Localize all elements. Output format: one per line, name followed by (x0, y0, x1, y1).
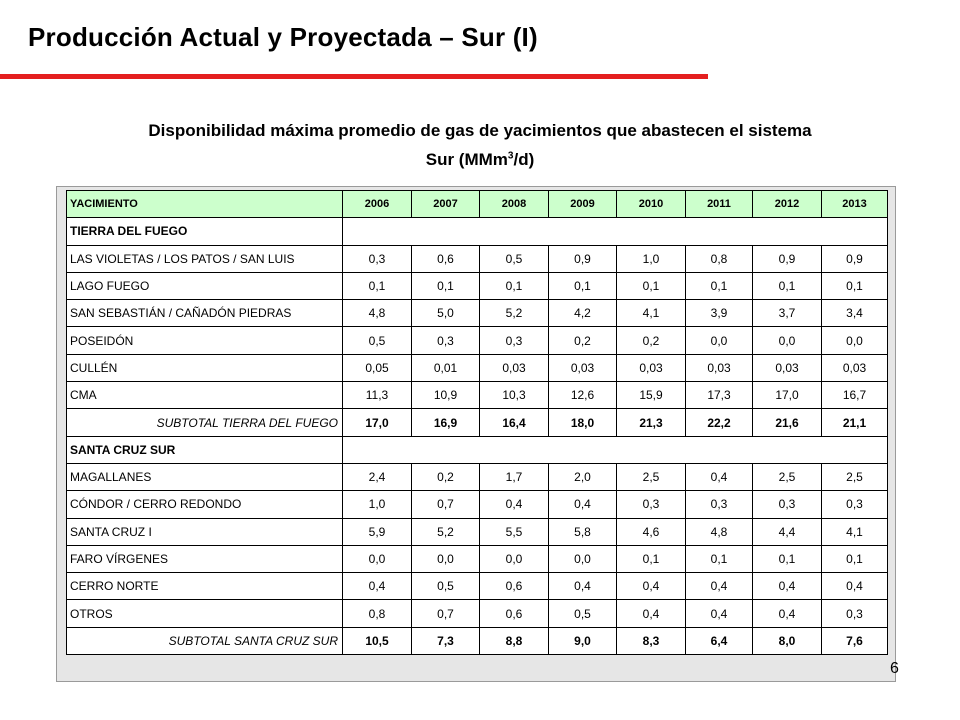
subtotal-label: SUBTOTAL SANTA CRUZ SUR (67, 627, 343, 654)
value-cell: 0,6 (412, 245, 480, 272)
section-blank-cell (343, 218, 888, 245)
value-cell: 0,6 (480, 600, 549, 627)
section-title: SANTA CRUZ SUR (67, 436, 343, 463)
section-blank-cell (343, 436, 888, 463)
value-cell: 0,0 (753, 327, 822, 354)
subtotal-value-cell: 7,6 (822, 627, 888, 654)
value-cell: 0,8 (343, 600, 412, 627)
caption-line-1: Disponibilidad máxima promedio de gas de yacimientos que abastecen el sistema (148, 121, 812, 140)
value-cell: 0,3 (412, 327, 480, 354)
subtotal-value-cell: 8,0 (753, 627, 822, 654)
field-name-cell: MAGALLANES (67, 463, 343, 490)
field-name-cell: FARO VÍRGENES (67, 545, 343, 572)
column-header-year: 2009 (549, 191, 617, 218)
value-cell: 0,1 (753, 272, 822, 299)
subtotal-value-cell: 18,0 (549, 409, 617, 436)
caption-unit-prefix: Sur (MMm (425, 149, 508, 169)
value-cell: 0,6 (480, 573, 549, 600)
value-cell: 0,5 (412, 573, 480, 600)
production-table (66, 190, 888, 655)
table-row (67, 573, 888, 600)
value-cell: 2,5 (753, 463, 822, 490)
value-cell: 0,1 (753, 545, 822, 572)
table-row (67, 600, 888, 627)
value-cell: 0,8 (686, 245, 753, 272)
value-cell: 0,05 (343, 354, 412, 381)
value-cell: 0,1 (412, 272, 480, 299)
subtotal-value-cell: 8,8 (480, 627, 549, 654)
table-row (67, 545, 888, 572)
value-cell: 0,0 (686, 327, 753, 354)
value-cell: 4,1 (822, 518, 888, 545)
value-cell: 0,9 (753, 245, 822, 272)
subtotal-value-cell: 17,0 (343, 409, 412, 436)
value-cell: 0,4 (480, 491, 549, 518)
value-cell: 4,8 (686, 518, 753, 545)
value-cell: 4,8 (343, 300, 412, 327)
value-cell: 0,4 (343, 573, 412, 600)
value-cell: 3,7 (753, 300, 822, 327)
table-body (67, 191, 888, 655)
value-cell: 0,3 (822, 600, 888, 627)
field-name-cell: POSEIDÓN (67, 327, 343, 354)
field-name-cell: SANTA CRUZ I (67, 518, 343, 545)
value-cell: 1,0 (617, 245, 686, 272)
value-cell: 5,2 (412, 518, 480, 545)
value-cell: 0,03 (480, 354, 549, 381)
value-cell: 0,5 (343, 327, 412, 354)
value-cell: 12,6 (549, 382, 617, 409)
value-cell: 0,1 (343, 272, 412, 299)
caption-unit-suffix: /d) (513, 149, 535, 169)
value-cell: 4,6 (617, 518, 686, 545)
table-row (67, 272, 888, 299)
table-row (67, 327, 888, 354)
table-row (67, 382, 888, 409)
value-cell: 0,4 (822, 573, 888, 600)
value-cell: 5,2 (480, 300, 549, 327)
value-cell: 1,7 (480, 463, 549, 490)
value-cell: 3,9 (686, 300, 753, 327)
value-cell: 5,8 (549, 518, 617, 545)
value-cell: 0,0 (480, 545, 549, 572)
value-cell: 0,3 (343, 245, 412, 272)
value-cell: 0,1 (617, 272, 686, 299)
value-cell: 0,3 (686, 491, 753, 518)
subtotal-value-cell: 22,2 (686, 409, 753, 436)
value-cell: 0,4 (686, 600, 753, 627)
value-cell: 0,03 (549, 354, 617, 381)
value-cell: 5,0 (412, 300, 480, 327)
column-header-yacimiento: YACIMIENTO (67, 191, 343, 218)
field-name-cell: CERRO NORTE (67, 573, 343, 600)
page-number: 6 (890, 660, 899, 677)
subtotal-value-cell: 7,3 (412, 627, 480, 654)
value-cell: 4,4 (753, 518, 822, 545)
value-cell: 0,0 (412, 545, 480, 572)
value-cell: 0,4 (753, 573, 822, 600)
value-cell: 0,0 (822, 327, 888, 354)
value-cell: 0,3 (480, 327, 549, 354)
value-cell: 0,4 (549, 573, 617, 600)
value-cell: 0,0 (343, 545, 412, 572)
column-header-year: 2013 (822, 191, 888, 218)
value-cell: 0,4 (549, 491, 617, 518)
value-cell: 5,5 (480, 518, 549, 545)
value-cell: 0,4 (753, 600, 822, 627)
section-header-row (67, 218, 888, 245)
value-cell: 10,9 (412, 382, 480, 409)
subtotal-row (67, 409, 888, 436)
field-name-cell: LAGO FUEGO (67, 272, 343, 299)
value-cell: 0,9 (822, 245, 888, 272)
value-cell: 0,1 (549, 272, 617, 299)
section-title: TIERRA DEL FUEGO (67, 218, 343, 245)
field-name-cell: CMA (67, 382, 343, 409)
value-cell: 0,1 (686, 545, 753, 572)
column-header-year: 2010 (617, 191, 686, 218)
value-cell: 17,0 (753, 382, 822, 409)
value-cell: 0,3 (822, 491, 888, 518)
slide-title: Producción Actual y Proyectada – Sur (I) (28, 22, 538, 52)
value-cell: 0,2 (617, 327, 686, 354)
subtotal-label: SUBTOTAL TIERRA DEL FUEGO (67, 409, 343, 436)
value-cell: 0,03 (617, 354, 686, 381)
value-cell: 2,0 (549, 463, 617, 490)
value-cell: 0,3 (617, 491, 686, 518)
value-cell: 0,1 (617, 545, 686, 572)
subtotal-value-cell: 6,4 (686, 627, 753, 654)
subtotal-value-cell: 10,5 (343, 627, 412, 654)
value-cell: 0,7 (412, 600, 480, 627)
subtotal-value-cell: 16,4 (480, 409, 549, 436)
column-header-year: 2006 (343, 191, 412, 218)
value-cell: 0,03 (822, 354, 888, 381)
column-header-year: 2012 (753, 191, 822, 218)
value-cell: 0,4 (617, 573, 686, 600)
section-header-row (67, 436, 888, 463)
value-cell: 0,7 (412, 491, 480, 518)
value-cell: 3,4 (822, 300, 888, 327)
value-cell: 0,03 (753, 354, 822, 381)
table-row (67, 518, 888, 545)
caption-unit-superscript: 3 (507, 150, 514, 161)
value-cell: 4,2 (549, 300, 617, 327)
value-cell: 11,3 (343, 382, 412, 409)
value-cell: 0,5 (480, 245, 549, 272)
caption-unit (426, 150, 535, 169)
subtotal-value-cell: 9,0 (549, 627, 617, 654)
column-header-year: 2008 (480, 191, 549, 218)
field-name-cell: OTROS (67, 600, 343, 627)
table-row (67, 245, 888, 272)
table-caption (40, 118, 920, 172)
subtotal-value-cell: 21,1 (822, 409, 888, 436)
value-cell: 0,5 (549, 600, 617, 627)
field-name-cell: LAS VIOLETAS / LOS PATOS / SAN LUIS (67, 245, 343, 272)
value-cell: 0,9 (549, 245, 617, 272)
value-cell: 0,1 (480, 272, 549, 299)
value-cell: 0,4 (617, 600, 686, 627)
title-underline (0, 74, 708, 79)
table-row (67, 463, 888, 490)
table-row (67, 354, 888, 381)
value-cell: 10,3 (480, 382, 549, 409)
value-cell: 2,5 (822, 463, 888, 490)
value-cell: 0,0 (549, 545, 617, 572)
subtotal-value-cell: 21,6 (753, 409, 822, 436)
value-cell: 0,1 (822, 545, 888, 572)
value-cell: 2,5 (617, 463, 686, 490)
value-cell: 15,9 (617, 382, 686, 409)
table-row (67, 300, 888, 327)
value-cell: 2,4 (343, 463, 412, 490)
column-header-year: 2011 (686, 191, 753, 218)
value-cell: 0,01 (412, 354, 480, 381)
value-cell: 0,4 (686, 573, 753, 600)
value-cell: 0,03 (686, 354, 753, 381)
value-cell: 0,1 (822, 272, 888, 299)
value-cell: 16,7 (822, 382, 888, 409)
value-cell: 0,2 (549, 327, 617, 354)
value-cell: 0,3 (753, 491, 822, 518)
field-name-cell: CÓNDOR / CERRO REDONDO (67, 491, 343, 518)
subtotal-row (67, 627, 888, 654)
value-cell: 17,3 (686, 382, 753, 409)
value-cell: 0,4 (686, 463, 753, 490)
subtotal-value-cell: 8,3 (617, 627, 686, 654)
subtotal-value-cell: 16,9 (412, 409, 480, 436)
table-row (67, 491, 888, 518)
subtotal-value-cell: 21,3 (617, 409, 686, 436)
value-cell: 0,2 (412, 463, 480, 490)
field-name-cell: CULLÉN (67, 354, 343, 381)
table-header-row (67, 191, 888, 218)
value-cell: 1,0 (343, 491, 412, 518)
value-cell: 5,9 (343, 518, 412, 545)
column-header-year: 2007 (412, 191, 480, 218)
value-cell: 0,1 (686, 272, 753, 299)
field-name-cell: SAN SEBASTIÁN / CAÑADÓN PIEDRAS (67, 300, 343, 327)
value-cell: 4,1 (617, 300, 686, 327)
